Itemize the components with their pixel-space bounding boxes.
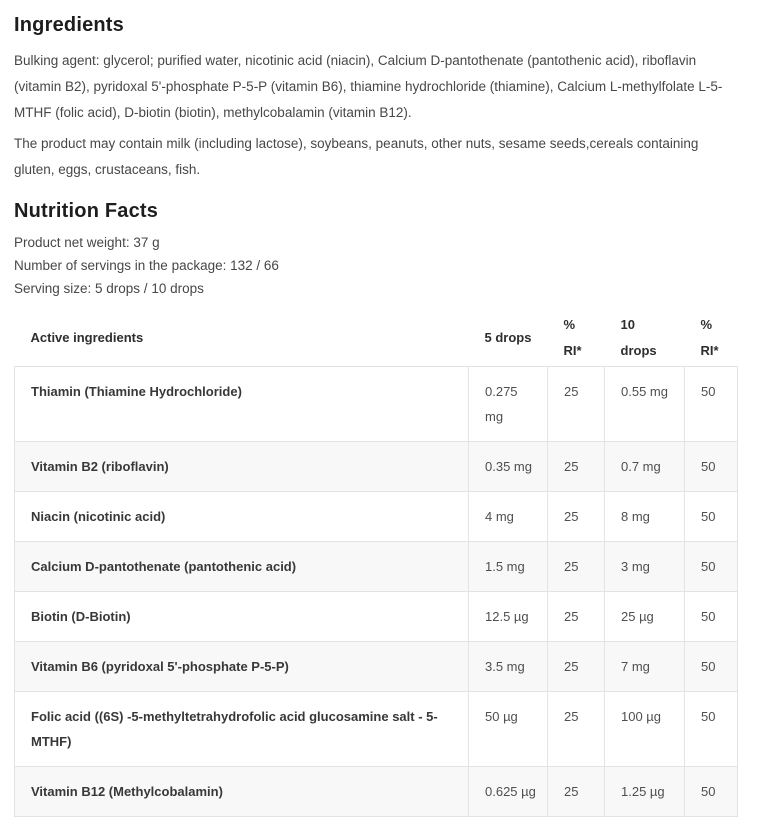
ri-10-drops-cell: 50 (685, 442, 738, 492)
col-header-active-ingredients: Active ingredients (15, 310, 469, 367)
amount-10-drops-cell: 1.25 µg (605, 767, 685, 817)
col-header-10-drops: 10 drops (605, 310, 685, 367)
ingredients-text: Bulking agent: glycerol; purified water, nicotinic acid (niacin), Calcium D-pantothenate (pantothenic acid), riboflavin (vitamin B2), pyridoxal 5'-phosphate P-5-P (vitamin B6), thiamine hydrochloride (thiamine), Calcium L-methylfolate L-5-MTHF (folic acid), D-biotin (biotin), methylcobalamin (vitamin B12). (14, 53, 723, 120)
amount-10-drops-cell: 8 mg (605, 492, 685, 542)
amount-10-drops-cell: 0.7 mg (605, 442, 685, 492)
ri-5-drops-cell: 25 (548, 692, 605, 767)
ingredient-name-cell: Vitamin B12 (Methylcobalamin) (15, 767, 469, 817)
col-header-ri-10: % RI* (685, 310, 738, 367)
ingredients-title: Ingredients (14, 14, 124, 36)
amount-5-drops-cell: 1.5 mg (469, 542, 548, 592)
ri-5-drops-cell: 25 (548, 542, 605, 592)
ri-10-drops-cell: 50 (685, 367, 738, 442)
table-header-row (15, 310, 738, 367)
ri-10-drops-cell: 50 (685, 492, 738, 542)
table-row (15, 542, 738, 592)
ri-5-drops-cell: 25 (548, 367, 605, 442)
ri-5-drops-cell: 25 (548, 592, 605, 642)
package-details (14, 231, 737, 300)
ri-5-drops-cell: 25 (548, 442, 605, 492)
amount-10-drops-cell: 100 µg (605, 692, 685, 767)
ri-5-drops-cell: 25 (548, 492, 605, 542)
serving-size-text: Serving size: 5 drops / 10 drops (14, 281, 204, 296)
ingredient-name-cell: Biotin (D-Biotin) (15, 592, 469, 642)
col-header-5-drops: 5 drops (469, 310, 548, 367)
amount-10-drops-cell: 0.55 mg (605, 367, 685, 442)
table-row (15, 642, 738, 692)
amount-5-drops-cell: 0.275 mg (469, 367, 548, 442)
ri-5-drops-cell: 25 (548, 642, 605, 692)
table-row (15, 692, 738, 767)
amount-10-drops-cell: 3 mg (605, 542, 685, 592)
amount-5-drops-cell: 0.625 µg (469, 767, 548, 817)
nutrition-table (14, 310, 738, 817)
ingredient-name-cell: Niacin (nicotinic acid) (15, 492, 469, 542)
ingredient-name-cell: Thiamin (Thiamine Hydrochloride) (15, 367, 469, 442)
table-row (15, 492, 738, 542)
table-row (15, 442, 738, 492)
amount-5-drops-cell: 3.5 mg (469, 642, 548, 692)
ri-10-drops-cell: 50 (685, 542, 738, 592)
nutrition-facts-title: Nutrition Facts (14, 200, 159, 222)
ingredient-name-cell: Calcium D-pantothenate (pantothenic acid) (15, 542, 469, 592)
servings-count-text: Number of servings in the package: 132 / 66 (14, 258, 279, 273)
net-weight-text: Product net weight: 37 g (14, 235, 160, 250)
ingredient-name-cell: Vitamin B2 (riboflavin) (15, 442, 469, 492)
amount-10-drops-cell: 7 mg (605, 642, 685, 692)
ingredient-name-cell: Vitamin B6 (pyridoxal 5'-phosphate P-5-P) (15, 642, 469, 692)
ri-5-drops-cell: 25 (548, 767, 605, 817)
amount-5-drops-cell: 0.35 mg (469, 442, 548, 492)
allergen-text: The product may contain milk (including lactose), soybeans, peanuts, other nuts, sesame seeds,cereals containing gluten, eggs, crustaceans, fish. (14, 136, 699, 177)
ingredient-name-cell: Folic acid ((6S) -5-methyltetrahydrofolic acid glucosamine salt - 5-MTHF) (15, 692, 469, 767)
ri-10-drops-cell: 50 (685, 592, 738, 642)
table-row (15, 367, 738, 442)
col-header-ri-5: % RI* (548, 310, 605, 367)
amount-5-drops-cell: 50 µg (469, 692, 548, 767)
ri-10-drops-cell: 50 (685, 767, 738, 817)
table-row (15, 592, 738, 642)
table-row (15, 767, 738, 817)
ri-10-drops-cell: 50 (685, 692, 738, 767)
amount-5-drops-cell: 12.5 µg (469, 592, 548, 642)
ri-10-drops-cell: 50 (685, 642, 738, 692)
amount-5-drops-cell: 4 mg (469, 492, 548, 542)
amount-10-drops-cell: 25 µg (605, 592, 685, 642)
